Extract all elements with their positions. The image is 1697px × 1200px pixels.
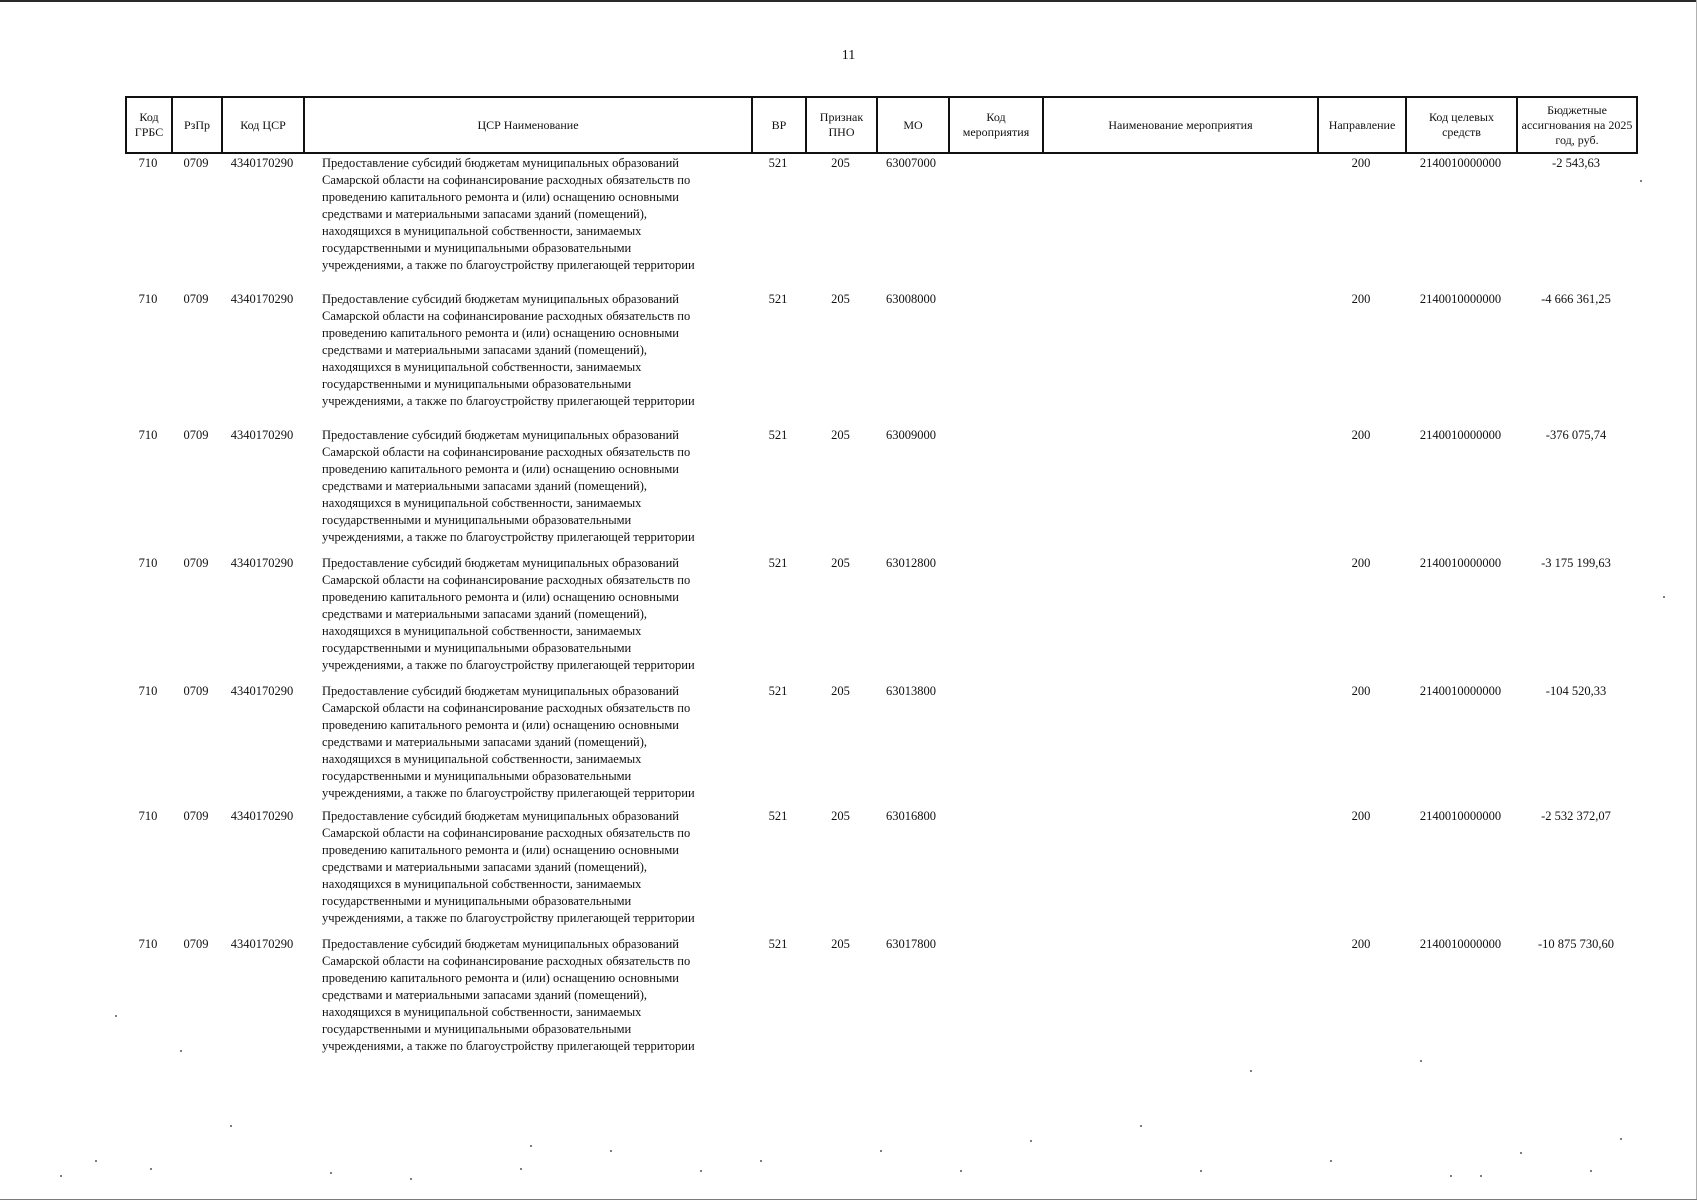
scan-speck xyxy=(1030,1140,1032,1142)
mo-cell: 63009000 xyxy=(886,428,936,442)
grbs-code-cell: 710 xyxy=(138,684,158,698)
csr-name-line: Предоставление субсидий бюджетам муниципальных образований xyxy=(322,156,679,170)
csr-name-line: Самарской области на софинансирование расходных обязательств по xyxy=(322,309,691,323)
csr-name-line: находящихся в муниципальной собственности, занимаемых xyxy=(322,877,642,891)
pno-flag-cell: 205 xyxy=(831,684,850,698)
direction-cell: 200 xyxy=(1351,809,1371,823)
csr-name-cell xyxy=(322,155,752,274)
pno-flag-cell: 205 xyxy=(831,809,850,823)
csr-name-line: средствами и материальными запасами зданий (помещений), xyxy=(322,988,647,1002)
csr-name-line: находящихся в муниципальной собственности, занимаемых xyxy=(322,752,642,766)
header-vr: ВР xyxy=(752,97,806,153)
header-budget-allocation: Бюджетные ассигнования на 2025 год, руб. xyxy=(1517,97,1637,153)
csr-name-line: учреждениями, а также по благоустройству прилегающей территории xyxy=(322,258,695,272)
budget-amount-cell: -3 175 199,63 xyxy=(1541,556,1611,570)
grbs-code-cell: 710 xyxy=(138,292,158,306)
csr-name-cell xyxy=(322,291,752,410)
scan-speck xyxy=(150,1168,152,1170)
csr-name-line: находящихся в муниципальной собственности, занимаемых xyxy=(322,1005,642,1019)
scan-speck xyxy=(1480,1175,1482,1177)
scan-speck xyxy=(1663,596,1665,598)
header-pno-flag: Признак ПНО xyxy=(806,97,877,153)
rzpr-cell: 0709 xyxy=(183,937,209,951)
scan-speck xyxy=(520,1168,522,1170)
csr-name-cell xyxy=(322,683,752,802)
page-number: 11 xyxy=(841,48,856,63)
csr-code-cell: 4340170290 xyxy=(230,156,294,170)
scan-speck xyxy=(95,1160,97,1162)
csr-name-line: Самарской области на софинансирование расходных обязательств по xyxy=(322,445,691,459)
header-csr-name: ЦСР Наименование xyxy=(304,97,752,153)
scan-speck xyxy=(230,1125,232,1127)
target-funds-code-cell: 2140010000000 xyxy=(1419,684,1502,698)
budget-amount-cell: -104 520,33 xyxy=(1545,684,1607,698)
target-funds-code-cell: 2140010000000 xyxy=(1419,292,1502,306)
csr-code-cell: 4340170290 xyxy=(230,937,294,951)
csr-name-line: Предоставление субсидий бюджетам муниципальных образований xyxy=(322,292,679,306)
direction-cell: 200 xyxy=(1351,937,1371,951)
csr-name-line: проведению капитального ремонта и (или) оснащению основными xyxy=(322,843,679,857)
scan-speck xyxy=(1520,1152,1522,1154)
direction-cell: 200 xyxy=(1351,156,1371,170)
rzpr-cell: 0709 xyxy=(183,156,209,170)
csr-name-line: средствами и материальными запасами зданий (помещений), xyxy=(322,343,647,357)
csr-name-line: государственными и муниципальными образовательными xyxy=(322,1022,632,1036)
csr-name-line: Самарской области на софинансирование расходных обязательств по xyxy=(322,701,691,715)
csr-name-line: находящихся в муниципальной собственности, занимаемых xyxy=(322,624,642,638)
header-rzpr: РзПр xyxy=(172,97,222,153)
rzpr-cell: 0709 xyxy=(183,684,209,698)
scan-speck xyxy=(1450,1175,1452,1177)
csr-code-cell: 4340170290 xyxy=(230,684,294,698)
csr-code-cell: 4340170290 xyxy=(230,809,294,823)
vr-cell: 521 xyxy=(768,937,788,951)
csr-name-line: проведению капитального ремонта и (или) оснащению основными xyxy=(322,971,679,985)
csr-name-line: учреждениями, а также по благоустройству прилегающей территории xyxy=(322,1039,695,1053)
csr-name-line: проведению капитального ремонта и (или) оснащению основными xyxy=(322,326,679,340)
csr-name-line: учреждениями, а также по благоустройству прилегающей территории xyxy=(322,911,695,925)
vr-cell: 521 xyxy=(768,428,788,442)
csr-name-line: Самарской области на софинансирование расходных обязательств по xyxy=(322,173,691,187)
csr-name-line: Самарской области на софинансирование расходных обязательств по xyxy=(322,826,691,840)
mo-cell: 63012800 xyxy=(886,556,936,570)
scan-speck xyxy=(530,1145,532,1147)
csr-name-line: находящихся в муниципальной собственности, занимаемых xyxy=(322,496,642,510)
target-funds-code-cell: 2140010000000 xyxy=(1419,156,1502,170)
rzpr-cell: 0709 xyxy=(183,809,209,823)
csr-name-line: Предоставление субсидий бюджетам муниципальных образований xyxy=(322,684,679,698)
csr-name-line: государственными и муниципальными образовательными xyxy=(322,894,632,908)
direction-cell: 200 xyxy=(1351,428,1371,442)
scan-edge-top xyxy=(0,0,1697,2)
scan-speck xyxy=(1420,1060,1422,1062)
csr-name-line: учреждениями, а также по благоустройству прилегающей территории xyxy=(322,658,695,672)
csr-name-line: средствами и материальными запасами зданий (помещений), xyxy=(322,207,647,221)
target-funds-code-cell: 2140010000000 xyxy=(1419,556,1502,570)
csr-name-cell xyxy=(322,936,752,1055)
grbs-code-cell: 710 xyxy=(138,556,158,570)
scan-speck xyxy=(330,1172,332,1174)
csr-code-cell: 4340170290 xyxy=(230,556,294,570)
scan-speck xyxy=(180,1050,182,1052)
header-direction: Направление xyxy=(1318,97,1406,153)
grbs-code-cell: 710 xyxy=(138,937,158,951)
target-funds-code-cell: 2140010000000 xyxy=(1419,937,1502,951)
vr-cell: 521 xyxy=(768,292,788,306)
budget-amount-cell: -2 543,63 xyxy=(1552,156,1600,170)
csr-name-line: учреждениями, а также по благоустройству прилегающей территории xyxy=(322,530,695,544)
csr-name-line: проведению капитального ремонта и (или) оснащению основными xyxy=(322,590,679,604)
csr-name-line: средствами и материальными запасами зданий (помещений), xyxy=(322,860,647,874)
scan-speck xyxy=(960,1170,962,1172)
csr-name-line: проведению капитального ремонта и (или) оснащению основными xyxy=(322,718,679,732)
scan-speck xyxy=(1200,1170,1202,1172)
scan-speck xyxy=(1640,180,1642,182)
scan-speck xyxy=(410,1178,412,1180)
direction-cell: 200 xyxy=(1351,556,1371,570)
budget-amount-cell: -10 875 730,60 xyxy=(1537,937,1615,951)
mo-cell: 63016800 xyxy=(886,809,936,823)
grbs-code-cell: 710 xyxy=(138,428,158,442)
rzpr-cell: 0709 xyxy=(183,556,209,570)
csr-name-line: государственными и муниципальными образовательными xyxy=(322,377,632,391)
scan-speck xyxy=(1140,1125,1142,1127)
csr-name-line: средствами и материальными запасами зданий (помещений), xyxy=(322,735,647,749)
csr-name-line: находящихся в муниципальной собственности, занимаемых xyxy=(322,224,642,238)
mo-cell: 63013800 xyxy=(886,684,936,698)
header-event-code: Код мероприятия xyxy=(949,97,1043,153)
csr-name-line: государственными и муниципальными образовательными xyxy=(322,769,632,783)
scan-speck xyxy=(1330,1160,1332,1162)
csr-name-line: Самарской области на софинансирование расходных обязательств по xyxy=(322,954,691,968)
rzpr-cell: 0709 xyxy=(183,292,209,306)
csr-name-line: государственными и муниципальными образовательными xyxy=(322,241,632,255)
csr-name-line: находящихся в муниципальной собственности, занимаемых xyxy=(322,360,642,374)
vr-cell: 521 xyxy=(768,809,788,823)
csr-name-line: государственными и муниципальными образовательными xyxy=(322,513,632,527)
direction-cell: 200 xyxy=(1351,684,1371,698)
csr-name-line: Предоставление субсидий бюджетам муниципальных образований xyxy=(322,556,679,570)
csr-name-line: проведению капитального ремонта и (или) оснащению основными xyxy=(322,190,679,204)
budget-amount-cell: -376 075,74 xyxy=(1545,428,1607,442)
csr-name-cell xyxy=(322,808,752,927)
vr-cell: 521 xyxy=(768,556,788,570)
mo-cell: 63007000 xyxy=(886,156,936,170)
pno-flag-cell: 205 xyxy=(831,556,850,570)
pno-flag-cell: 205 xyxy=(831,428,850,442)
csr-name-line: проведению капитального ремонта и (или) оснащению основными xyxy=(322,462,679,476)
vr-cell: 521 xyxy=(768,684,788,698)
header-mo: МО xyxy=(877,97,949,153)
header-csr-code: Код ЦСР xyxy=(222,97,304,153)
target-funds-code-cell: 2140010000000 xyxy=(1419,428,1502,442)
csr-name-line: Предоставление субсидий бюджетам муниципальных образований xyxy=(322,809,679,823)
scan-speck xyxy=(1620,1138,1622,1140)
grbs-code-cell: 710 xyxy=(138,156,158,170)
header-grbs-code: Код ГРБС xyxy=(126,97,172,153)
vr-cell: 521 xyxy=(768,156,788,170)
header-event-name: Наименование мероприятия xyxy=(1043,97,1318,153)
pno-flag-cell: 205 xyxy=(831,156,850,170)
scan-speck xyxy=(760,1160,762,1162)
csr-name-cell xyxy=(322,427,752,546)
scan-speck xyxy=(1590,1170,1592,1172)
budget-table-header xyxy=(125,96,1638,154)
csr-name-line: средствами и материальными запасами зданий (помещений), xyxy=(322,479,647,493)
pno-flag-cell: 205 xyxy=(831,292,850,306)
target-funds-code-cell: 2140010000000 xyxy=(1419,809,1502,823)
csr-code-cell: 4340170290 xyxy=(230,292,294,306)
grbs-code-cell: 710 xyxy=(138,809,158,823)
scan-speck xyxy=(610,1150,612,1152)
csr-name-line: Предоставление субсидий бюджетам муниципальных образований xyxy=(322,428,679,442)
mo-cell: 63008000 xyxy=(886,292,936,306)
direction-cell: 200 xyxy=(1351,292,1371,306)
budget-amount-cell: -4 666 361,25 xyxy=(1541,292,1611,306)
scan-speck xyxy=(700,1170,702,1172)
mo-cell: 63017800 xyxy=(886,937,936,951)
scan-speck xyxy=(115,1015,117,1017)
rzpr-cell: 0709 xyxy=(183,428,209,442)
scan-speck xyxy=(880,1150,882,1152)
csr-name-line: Самарской области на софинансирование расходных обязательств по xyxy=(322,573,691,587)
scan-speck xyxy=(60,1175,62,1177)
csr-name-line: государственными и муниципальными образовательными xyxy=(322,641,632,655)
csr-name-line: учреждениями, а также по благоустройству прилегающей территории xyxy=(322,394,695,408)
header-target-funds-code: Код целевых средств xyxy=(1406,97,1517,153)
csr-name-line: Предоставление субсидий бюджетам муниципальных образований xyxy=(322,937,679,951)
csr-name-cell xyxy=(322,555,752,674)
scan-speck xyxy=(1250,1070,1252,1072)
csr-code-cell: 4340170290 xyxy=(230,428,294,442)
budget-amount-cell: -2 532 372,07 xyxy=(1541,809,1611,823)
csr-name-line: учреждениями, а также по благоустройству прилегающей территории xyxy=(322,786,695,800)
pno-flag-cell: 205 xyxy=(831,937,850,951)
csr-name-line: средствами и материальными запасами зданий (помещений), xyxy=(322,607,647,621)
